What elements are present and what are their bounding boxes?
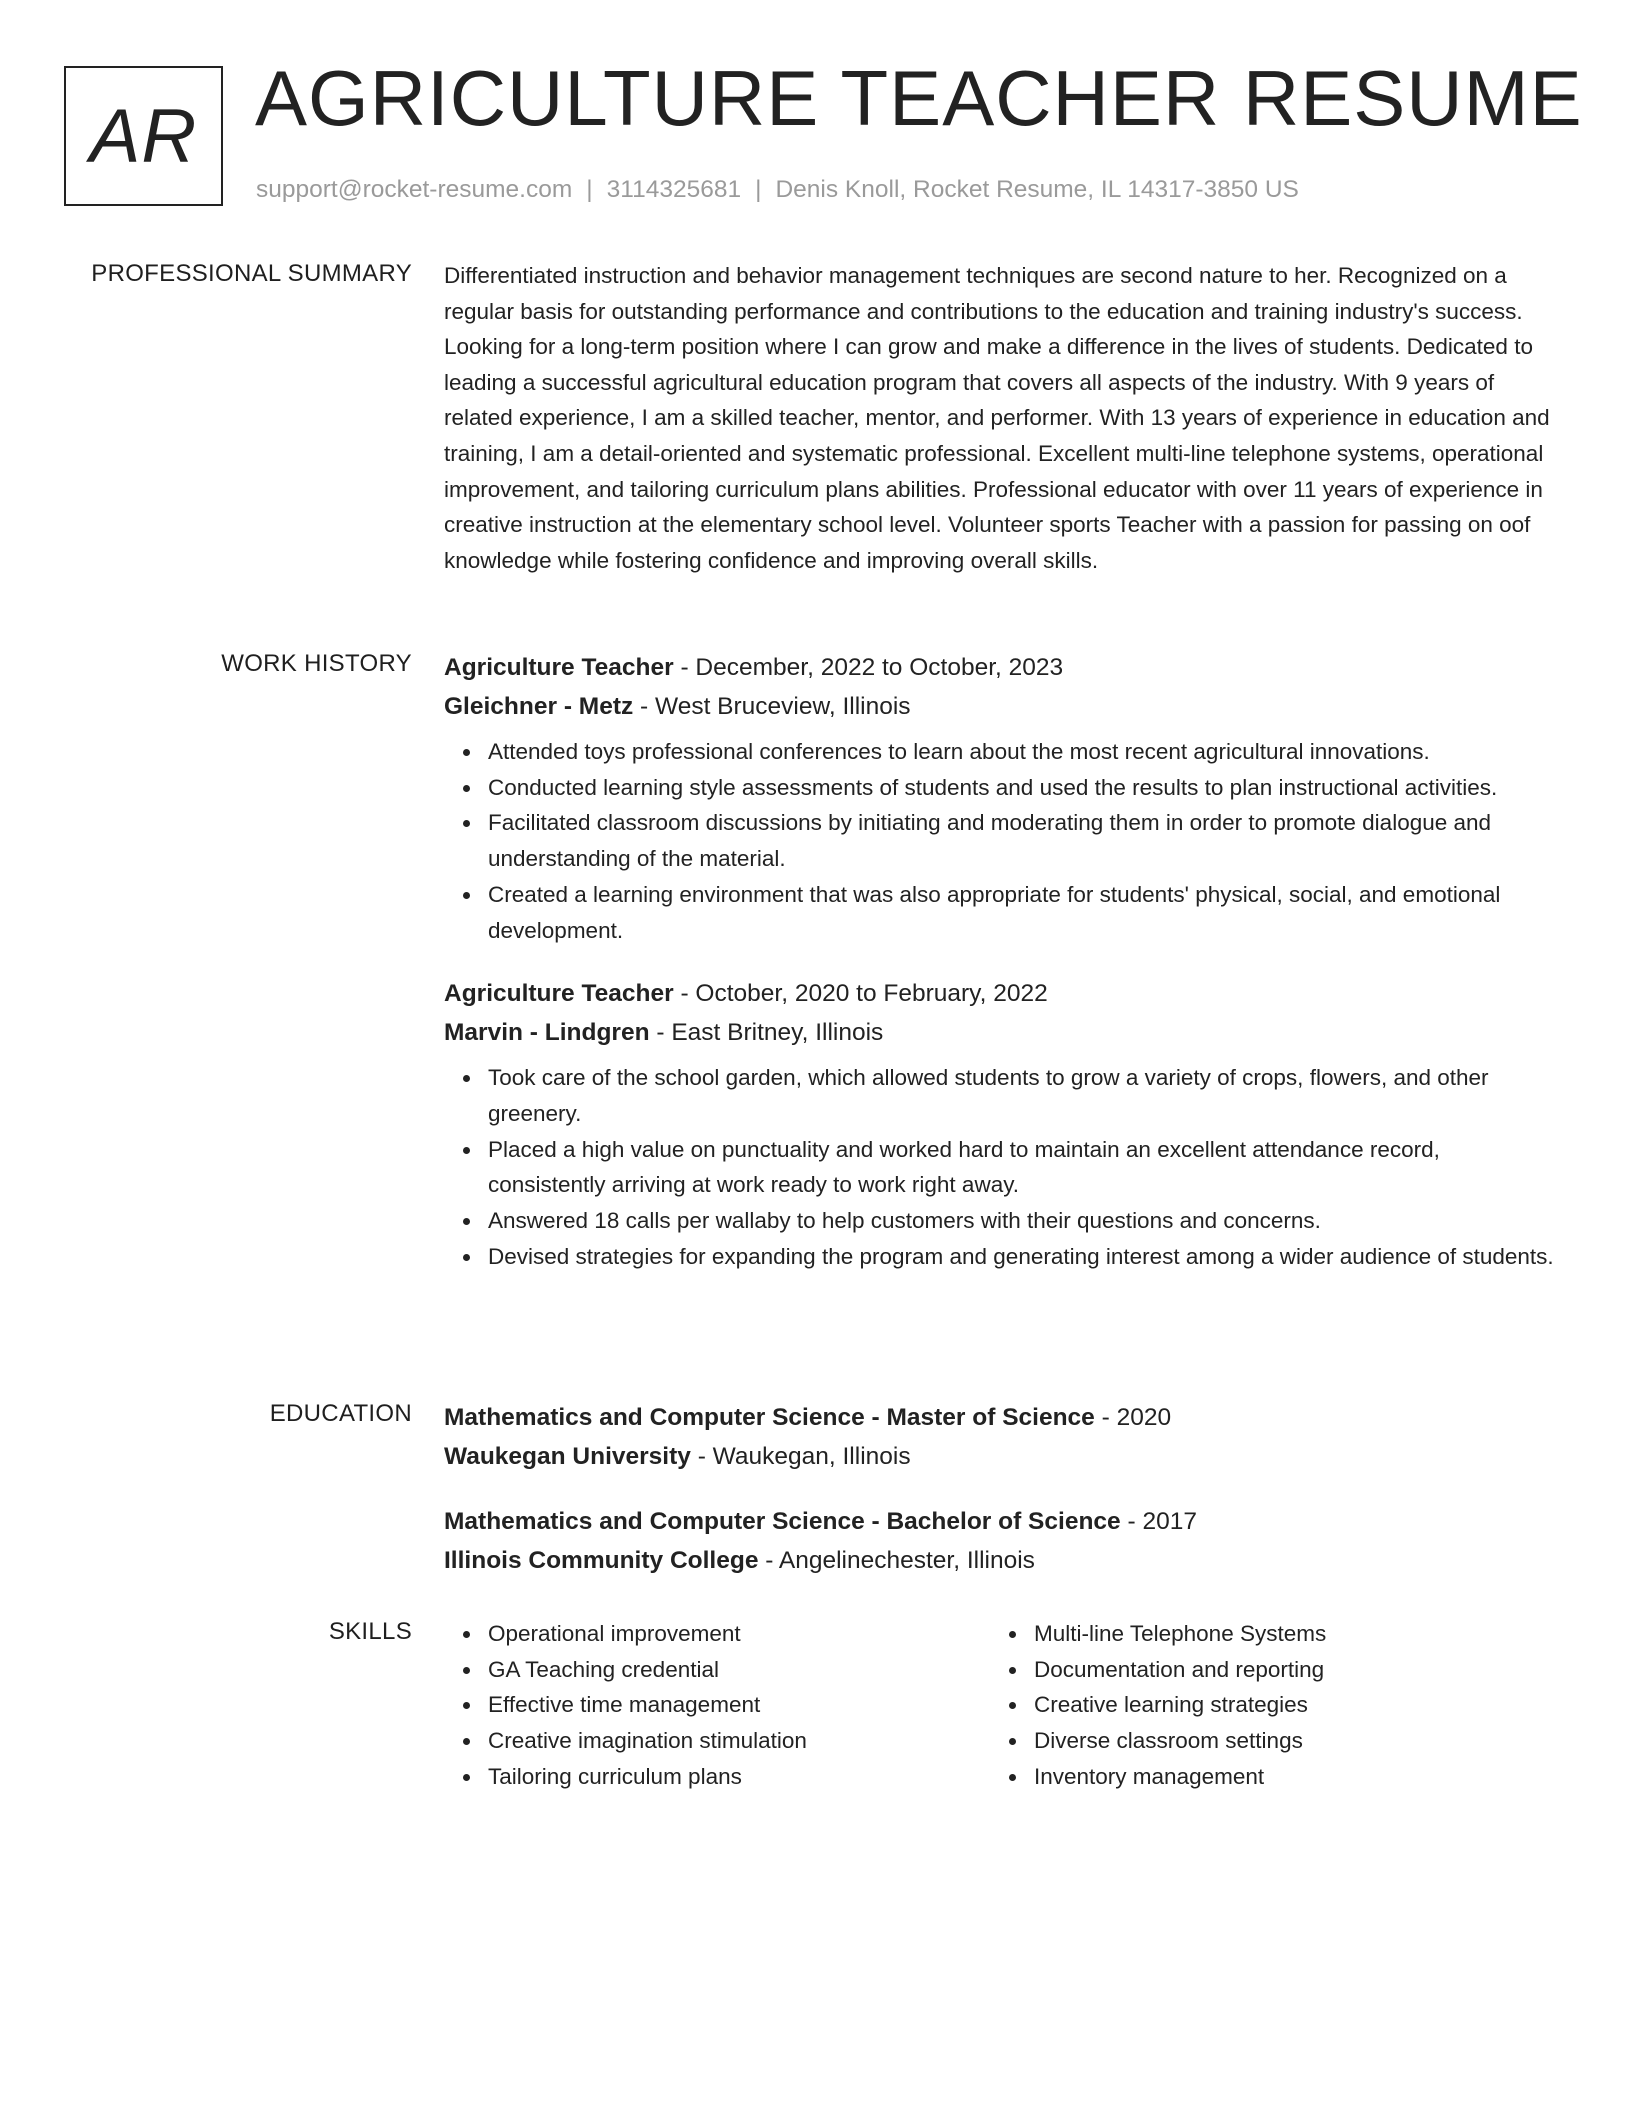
job-title: Agriculture Teacher: [444, 654, 674, 681]
education-school-line: [444, 1437, 1560, 1476]
monogram-badge: AR: [64, 66, 223, 206]
job-bullet: Placed a high value on punctuality and worked hard to maintain an excellent attendance record, consistently arriving at work ready to work right away.: [488, 1132, 1560, 1203]
skill-item: GA Teaching credential: [488, 1652, 990, 1688]
skill-item: Inventory management: [1034, 1759, 1536, 1795]
education-degree-line: [444, 1502, 1560, 1541]
job-location: - East Britney, Illinois: [649, 1019, 884, 1047]
education-entry: [444, 1398, 1560, 1476]
job-bullet: Conducted learning style assessments of students and used the results to plan instructional activities.: [488, 770, 1560, 806]
job-title-line: [444, 974, 1560, 1013]
section-label-summary: PROFESSIONAL SUMMARY: [91, 260, 412, 287]
contact-phone: 3114325681: [606, 176, 742, 203]
section-label-work-history: WORK HISTORY: [221, 650, 412, 677]
skills-list: [990, 1616, 1536, 1795]
contact-line: [256, 174, 1299, 206]
skills-body: [444, 1616, 1560, 1795]
job-title-line: [444, 648, 1560, 687]
job-company: Marvin - Lindgren: [444, 1019, 650, 1047]
job-bullet: Took care of the school garden, which allowed students to grow a variety of crops, flowers, and other greenery.: [488, 1060, 1560, 1131]
job-entry: [444, 974, 1560, 1274]
work-history-body: [444, 648, 1560, 1300]
education-location: - Angelinechester, Illinois: [758, 1547, 1035, 1574]
job-bullets: [444, 1060, 1560, 1274]
job-location: - West Bruceview, Illinois: [633, 693, 911, 720]
job-bullet: Facilitated classroom discussions by initiating and moderating them in order to promote dialogue and understanding of the material.: [488, 805, 1560, 876]
skill-item: Tailoring curriculum plans: [488, 1759, 990, 1795]
skills-column-left: [444, 1616, 990, 1795]
skill-item: Creative imagination stimulation: [488, 1723, 990, 1759]
education-degree-line: [444, 1398, 1560, 1437]
job-bullet: Answered 18 calls per wallaby to help customers with their questions and concerns.: [488, 1203, 1560, 1239]
contact-email: support@rocket-resume.com: [256, 176, 573, 203]
skills-list: [444, 1616, 990, 1795]
education-degree: Mathematics and Computer Science - Master of Science: [444, 1404, 1095, 1431]
section-label-education: EDUCATION: [269, 1400, 412, 1427]
education-body: [444, 1398, 1560, 1606]
skill-item: Operational improvement: [488, 1616, 990, 1652]
skills-columns: [444, 1616, 1560, 1795]
skill-item: Documentation and reporting: [1034, 1652, 1536, 1688]
resume-title: AGRICULTURE TEACHER RESUME: [255, 54, 1583, 142]
job-bullet: Devised strategies for expanding the program and generating interest among a wider audience of students.: [488, 1239, 1560, 1275]
contact-separator: |: [755, 176, 762, 203]
job-title: Agriculture Teacher: [444, 980, 674, 1008]
section-label-skills: SKILLS: [328, 1618, 412, 1645]
education-entry: [444, 1502, 1560, 1580]
education-location: - Waukegan, Illinois: [690, 1443, 911, 1470]
education-year: - 2017: [1120, 1508, 1197, 1535]
job-bullet: Created a learning environment that was also appropriate for students' physical, social, and emotional development.: [488, 877, 1560, 948]
job-bullets: [444, 734, 1560, 948]
education-school-line: [444, 1541, 1560, 1580]
skills-column-right: [990, 1616, 1536, 1795]
skill-item: Effective time management: [488, 1687, 990, 1723]
education-school: Waukegan University: [444, 1443, 691, 1470]
contact-separator: |: [586, 176, 593, 203]
education-degree: Mathematics and Computer Science - Bachelor of Science: [444, 1508, 1121, 1535]
skill-item: Multi-line Telephone Systems: [1034, 1616, 1536, 1652]
job-entry: [444, 648, 1560, 948]
summary-body: [444, 258, 1560, 578]
job-dates: - October, 2020 to February, 2022: [673, 980, 1048, 1008]
job-place-line: [444, 687, 1560, 726]
skill-item: Diverse classroom settings: [1034, 1723, 1536, 1759]
job-company: Gleichner - Metz: [444, 693, 634, 720]
education-year: - 2020: [1094, 1404, 1172, 1431]
job-place-line: [444, 1013, 1560, 1052]
job-bullet: Attended toys professional conferences to learn about the most recent agricultural innovations.: [488, 734, 1560, 770]
skill-item: Creative learning strategies: [1034, 1687, 1536, 1723]
education-school: Illinois Community College: [444, 1547, 759, 1574]
contact-address: Denis Knoll, Rocket Resume, IL 14317-3850 US: [775, 176, 1299, 203]
summary-text: Differentiated instruction and behavior management techniques are second nature to her. Recognized on a regular basis for outstanding performance and contributions to the education and training industry's success. Looking for a long-term position where I can grow and make a difference in the lives of students. Dedicated to leading a successful agricultural education program that covers all aspects of the industry. With 9 years of related experience, I am a skilled teacher, mentor, and performer. With 13 years of experience in education and training, I am a detail-oriented and systematic professional. Excellent multi-line telephone systems, operational improvement, and tailoring curriculum plans abilities. Professional educator with over 11 years of experience in creative instruction at the elementary school level. Volunteer sports Teacher with a passion for passing on oof knowledge while fostering confidence and improving overall skills.: [444, 263, 1550, 573]
job-dates: - December, 2022 to October, 2023: [673, 654, 1064, 681]
